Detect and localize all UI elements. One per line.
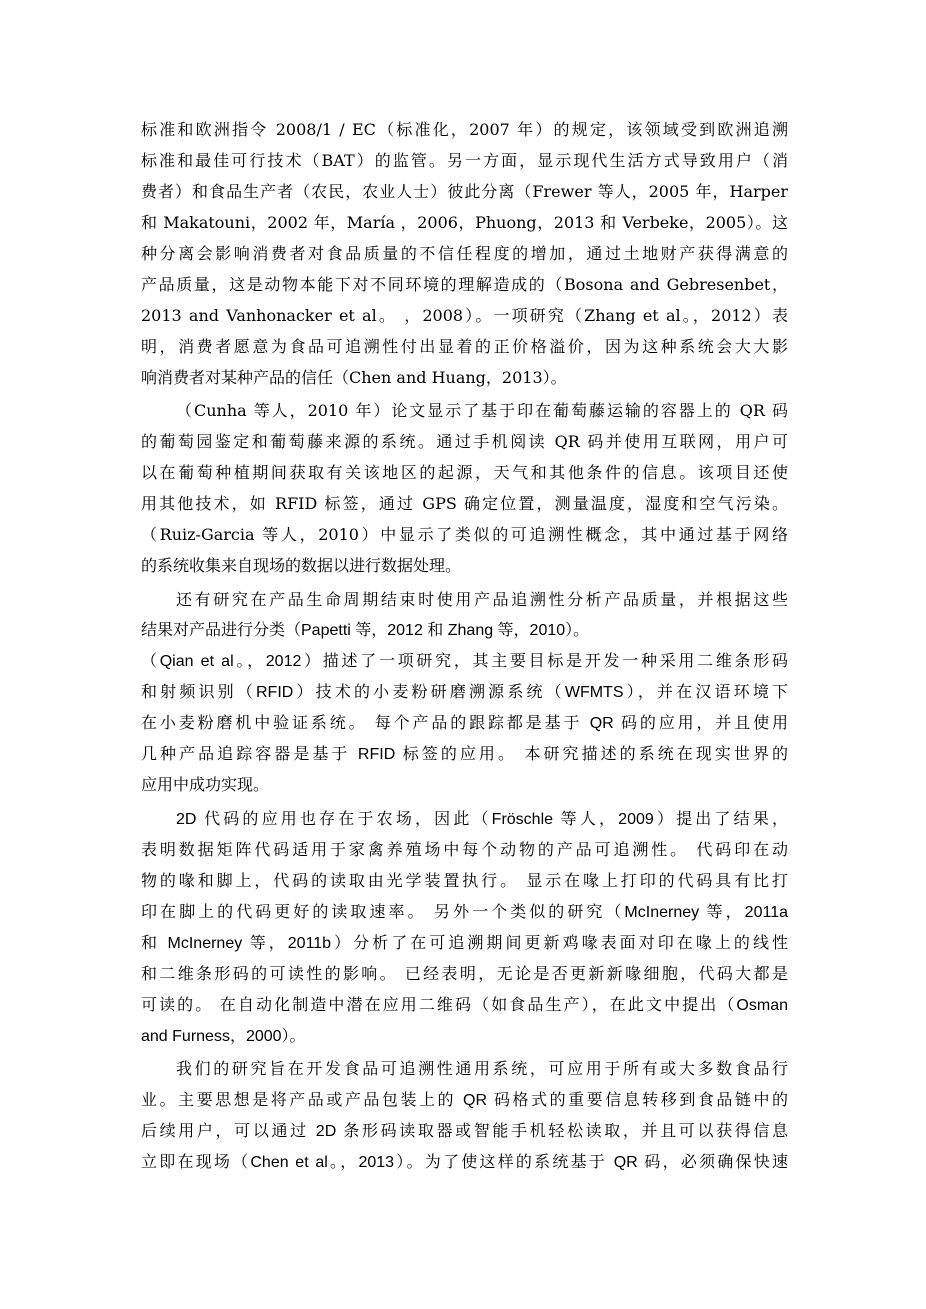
text-line: 的葡萄园鉴定和葡萄藤来源的系统。通过手机阅读 QR 码并使用互联网，用户可 — [141, 432, 788, 451]
text-line: 的系统收集来自现场的数据以进行数据处理。 — [141, 556, 462, 575]
text-line: 明，消费者愿意为食品可追溯性付出显着的正价格溢价，因为这种系统会大大影 — [141, 337, 788, 356]
text-line: 印在脚上的代码更好的读取速率。 另外一个类似的研究（McInerney 等，2011a — [141, 904, 788, 921]
text-line: 表明数据矩阵代码适用于家禽养殖场中每个动物的产品可追溯性。 代码印在动 — [141, 842, 788, 859]
text-line: 可读的。 在自动化制造中潜在应用二维码（如食品生产），在此文中提出（Osman — [141, 997, 788, 1014]
text-line: （Cunha 等人，2010 年）论文显示了基于印在葡萄藤运输的容器上的 QR 码 — [176, 401, 788, 420]
text-line: 物的喙和脚上，代码的读取由光学装置执行。 显示在喙上打印的代码具有比打 — [141, 873, 788, 890]
text-line: 几种产品追踪容器是基于 RFID 标签的应用。 本研究描述的系统在现实世界的 — [141, 746, 788, 763]
text-line: 2013 and Vanhonacker et al。 ，2008）。一项研究（Zhang et al。，2012）表 — [141, 306, 788, 325]
text-line: （Ruiz-Garcia 等人，2010）中显示了类似的可追溯性概念，其中通过基于网络 — [141, 525, 788, 544]
text-line: 响消费者对某种产品的信任（Chen and Huang，2013）。 — [141, 368, 567, 387]
text-line: 还有研究在产品生命周期结束时使用产品追溯性分析产品质量，并根据这些 — [176, 590, 788, 609]
text-line: 和二维条形码的可读性的影响。 已经表明，无论是否更新新喙细胞，代码大都是 — [141, 966, 788, 983]
text-line: 费者）和食品生产者（农民，农业人士）彼此分离（Frewer 等人，2005 年，Harper — [141, 182, 788, 201]
text-line: 立即在现场（Chen et al。，2013）。为了使这样的系统基于 QR 码，必须确保快速 — [141, 1154, 788, 1171]
text-line: 应用中成功实现。 — [141, 777, 270, 794]
text-line: 和 McInerney 等，2011b）分析了在可追溯期间更新鸡喙表面对印在喙上的线性 — [141, 935, 788, 952]
text-line: and Furness，2000）。 — [141, 1028, 306, 1045]
text-line: 标准和最佳可行技术（BAT）的监管。另一方面，显示现代生活方式导致用户（消 — [141, 151, 788, 170]
text-line: 业。主要思想是将产品或产品包装上的 QR 码格式的重要信息转移到食品链中的 — [141, 1092, 788, 1109]
text-line: 2D 代码的应用也存在于农场，因此（Fröschle 等人，2009）提出了结果， — [176, 811, 788, 828]
text-line: 和 Makatouni，2002 年，María ，2006，Phuong，2013 和 Verbeke，2005）。这 — [141, 213, 788, 232]
text-line: （Qian et al。，2012）描述了一项研究，其主要目标是开发一种采用二维条形码 — [141, 653, 788, 670]
text-line: 用其他技术，如 RFID 标签，通过 GPS 确定位置，测量温度，湿度和空气污染。 — [141, 494, 788, 513]
text-line: 产品质量，这是动物本能下对不同环境的理解造成的（Bosona and Gebresenbet， — [141, 275, 788, 294]
text-line: 在小麦粉磨机中验证系统。 每个产品的跟踪都是基于 QR 码的应用，并且使用 — [141, 715, 788, 732]
text-line: 和射频识别（RFID）技术的小麦粉研磨溯源系统（WFMTS），并在汉语环境下 — [141, 684, 788, 701]
text-line: 标准和欧洲指令 2008/1 / EC（标准化，2007 年）的规定，该领域受到欧洲追溯 — [141, 120, 788, 139]
text-line: 后续用户，可以通过 2D 条形码读取器或智能手机轻松读取，并且可以获得信息 — [141, 1123, 788, 1140]
text-line: 以在葡萄种植期间获取有关该地区的起源，天气和其他条件的信息。该项目还使 — [141, 463, 788, 482]
text-line: 结果对产品进行分类（Papetti 等，2012 和 Zhang 等，2010）。 — [141, 622, 590, 639]
text-line: 我们的研究旨在开发食品可追溯性通用系统，可应用于所有或大多数食品行 — [176, 1061, 788, 1078]
text-line: 种分离会影响消费者对食品质量的不信任程度的增加，通过土地财产获得满意的 — [141, 244, 788, 263]
